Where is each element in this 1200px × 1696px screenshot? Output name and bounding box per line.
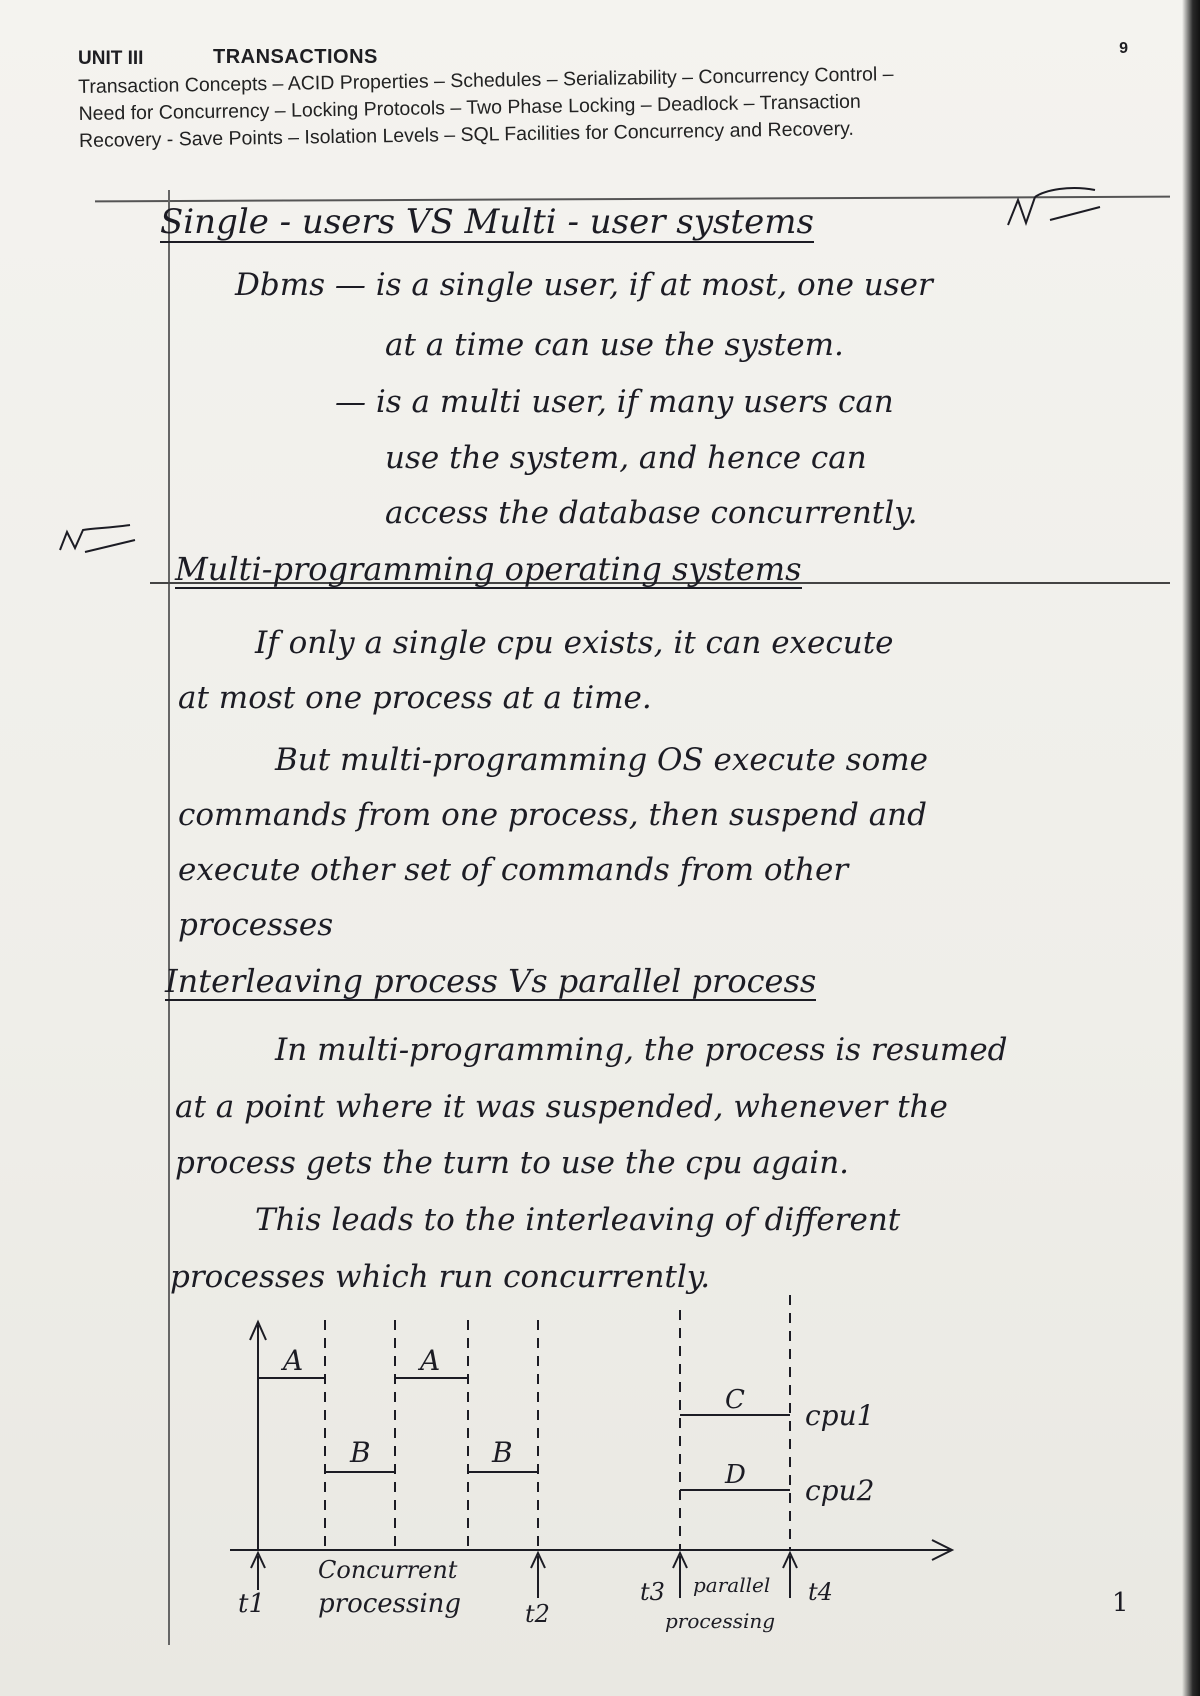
text-line: — is a multi user, if many users can xyxy=(335,384,894,420)
label-concurrent-processing: processing xyxy=(318,1589,462,1619)
text-line: at a point where it was suspended, whenever the xyxy=(175,1089,948,1125)
label-d: D xyxy=(725,1460,746,1490)
corner-mark: 1 xyxy=(1112,1588,1129,1618)
unit-title: TRANSACTIONS xyxy=(213,46,378,68)
label-parallel: parallel xyxy=(693,1573,771,1597)
label-a1: A xyxy=(283,1344,304,1377)
text-line: process gets the turn to use the cpu again. xyxy=(175,1145,850,1181)
text-line: at most one process at a time. xyxy=(178,680,652,716)
label-concurrent: Concurrent xyxy=(318,1556,458,1584)
label-t4: t4 xyxy=(808,1578,833,1606)
section-heading-multiprogramming-os: Multi-programming operating systems xyxy=(175,550,802,588)
label-cpu2: cpu2 xyxy=(805,1474,875,1507)
unit-label: UNIT III xyxy=(78,48,144,69)
text-line: use the system, and hence can xyxy=(385,440,867,476)
label-cpu1: cpu1 xyxy=(805,1399,875,1432)
label-t2: t2 xyxy=(525,1600,550,1628)
text-line: execute other set of commands from other xyxy=(178,852,849,888)
syllabus-line: Recovery - Save Points – Isolation Levels – SQL Facilities for Concurrency and Recovery. xyxy=(78,117,855,152)
text-line: processes xyxy=(178,907,334,943)
text-line: Dbms — is a single user, if at most, one user xyxy=(235,267,933,303)
text-line: But multi-programming OS execute some xyxy=(275,742,928,778)
label-b1: B xyxy=(350,1436,371,1469)
page-number: 9 xyxy=(1119,40,1128,57)
section-heading-single-vs-multi-user: Single - users VS Multi - user systems xyxy=(160,202,814,242)
label-t1: t1 xyxy=(238,1589,265,1619)
text-line: processes which run concurrently. xyxy=(170,1259,711,1295)
text-line: If only a single cpu exists, it can execute xyxy=(255,625,894,661)
text-line: This leads to the interleaving of different xyxy=(255,1202,901,1238)
text-line: In multi-programming, the process is resumed xyxy=(275,1032,1008,1068)
label-t3: t3 xyxy=(640,1578,665,1606)
text-line: commands from one process, then suspend and xyxy=(178,797,927,833)
label-a2: A xyxy=(420,1344,441,1377)
syllabus-line: Transaction Concepts – ACID Properties – Schedules – Serializability – Concurrency Control – xyxy=(78,63,894,98)
label-parallel-processing: processing xyxy=(665,1609,776,1633)
text-line: access the database concurrently. xyxy=(385,495,918,531)
section-heading-interleaving-vs-parallel: Interleaving process Vs parallel process xyxy=(165,962,817,1000)
syllabus-line: Need for Concurrency – Locking Protocols – Two Phase Locking – Deadlock – Transaction xyxy=(78,90,861,125)
text-line: at a time can use the system. xyxy=(385,327,844,363)
label-c: C xyxy=(725,1385,745,1415)
label-b2: B xyxy=(492,1436,513,1469)
